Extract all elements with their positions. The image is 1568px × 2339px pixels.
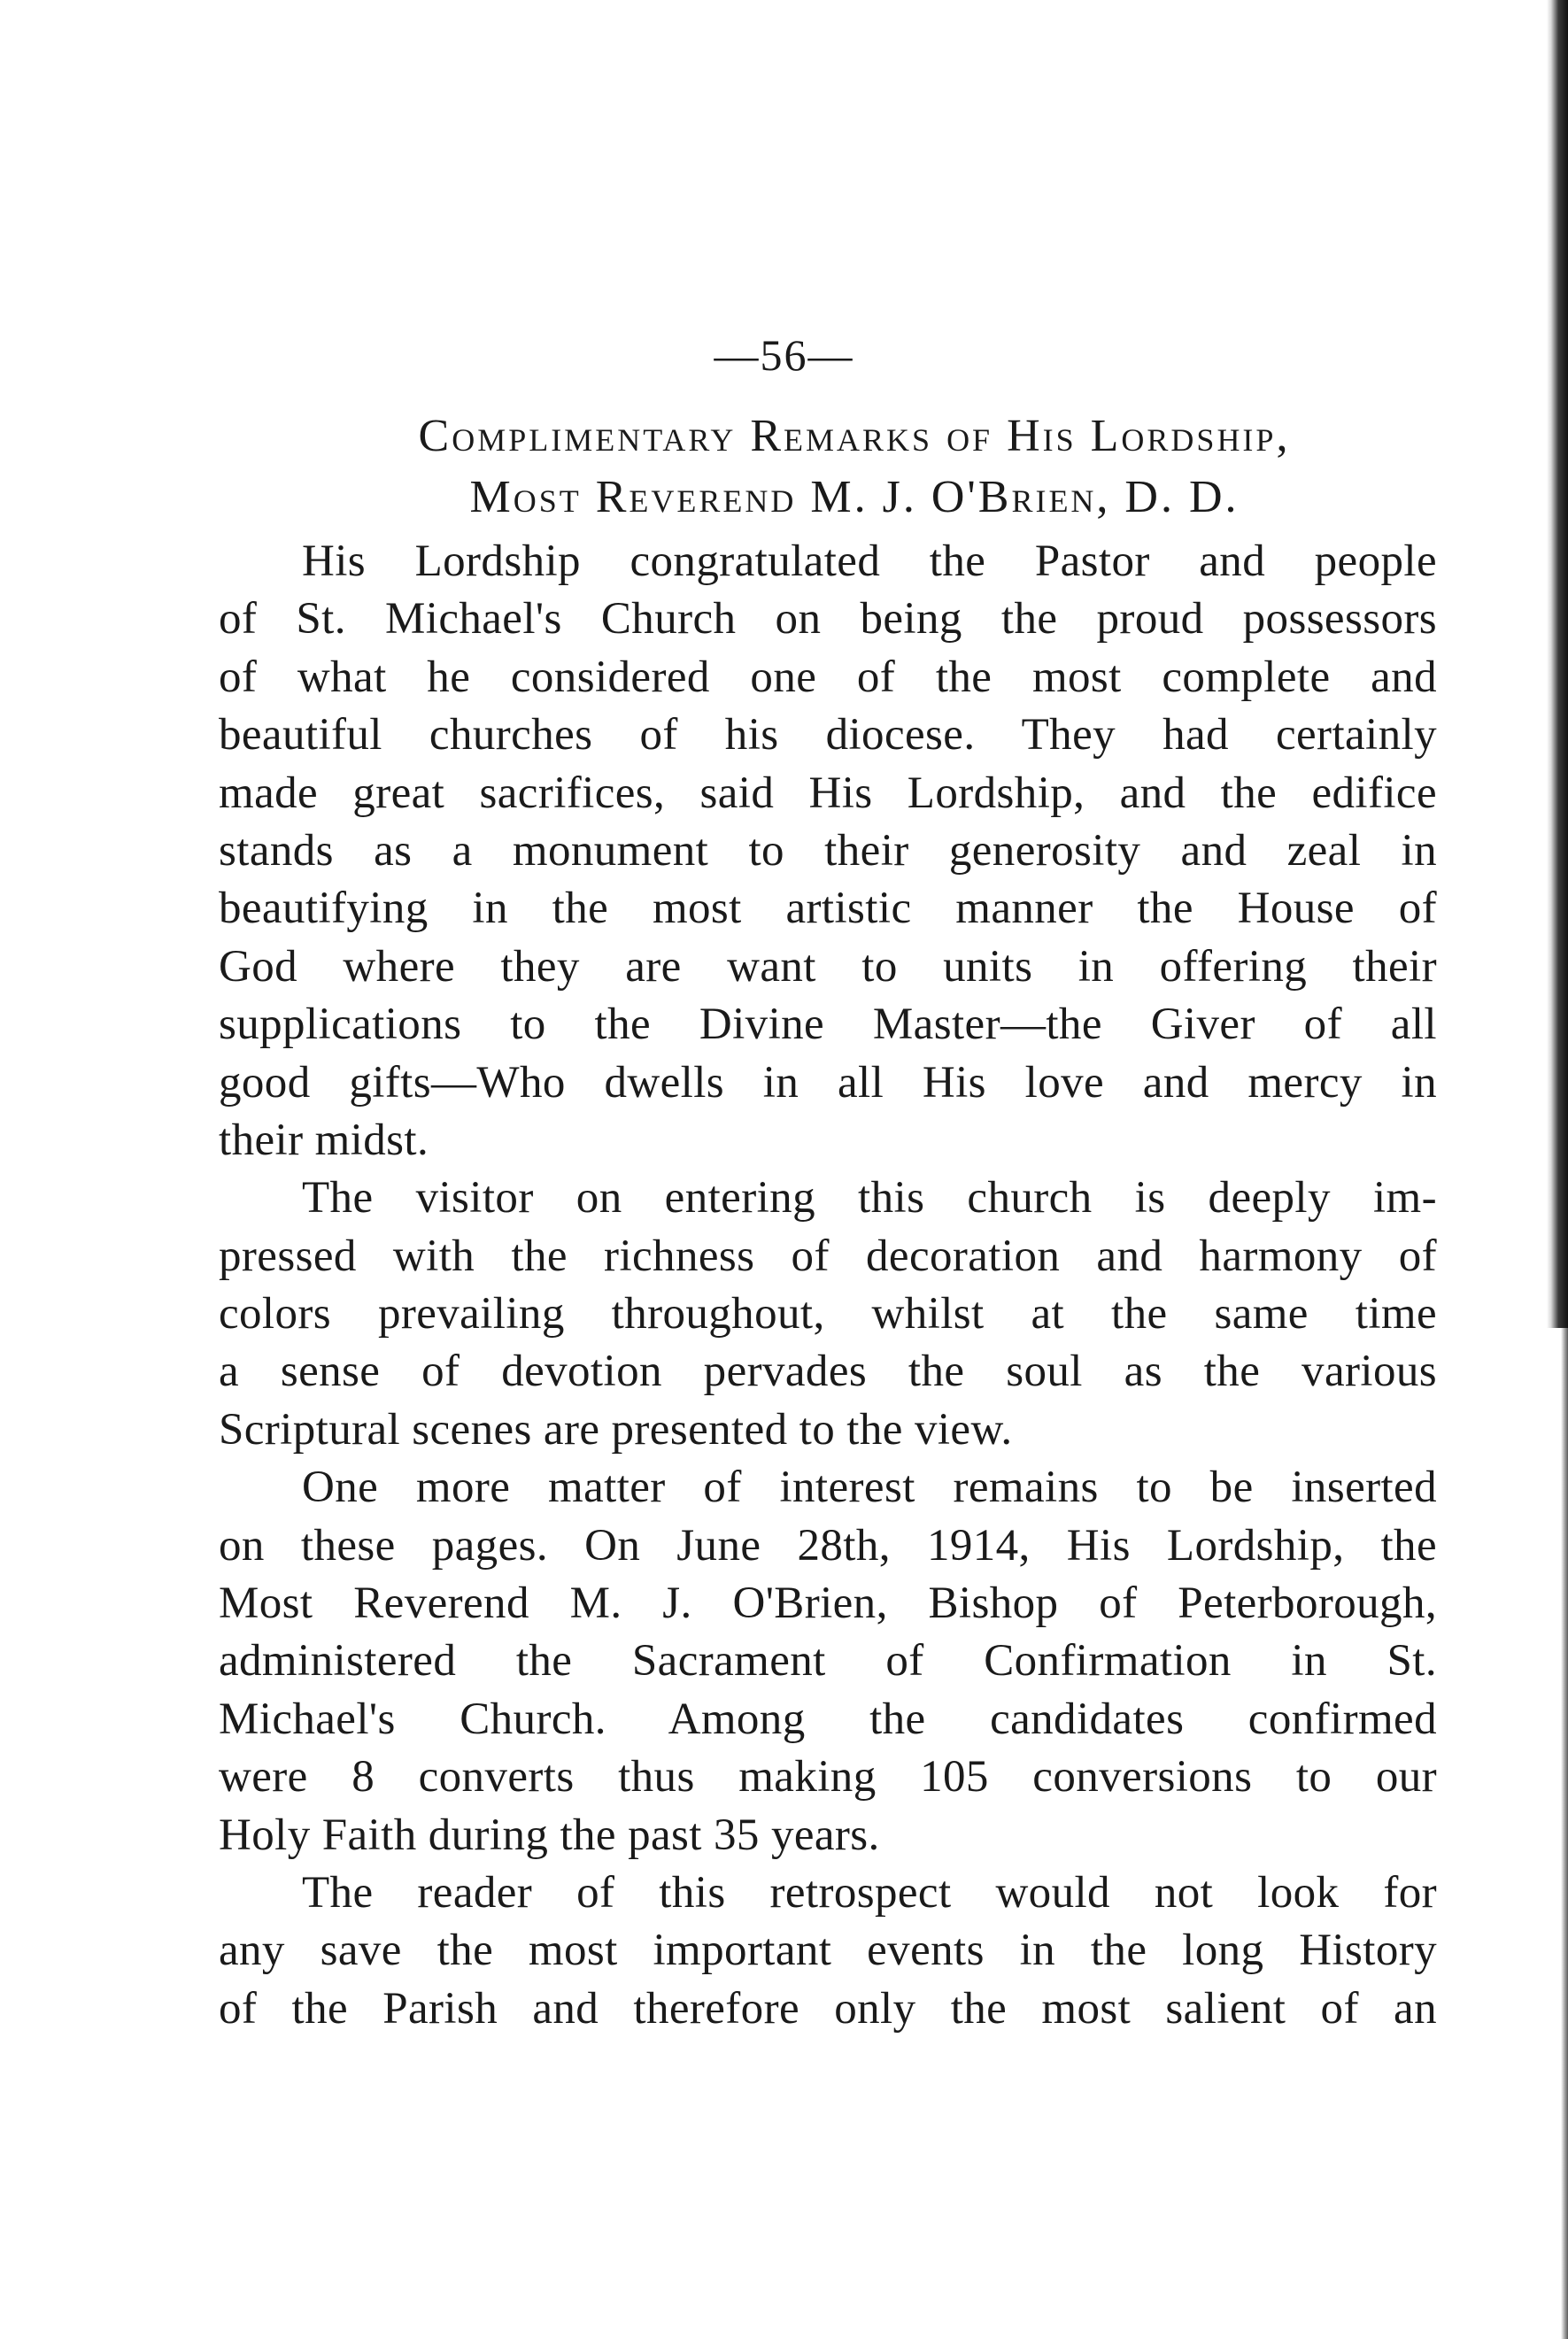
section-heading-line-1: Complimentary Remarks of His Lordship, <box>418 411 1291 461</box>
binding-edge <box>1547 0 1568 1328</box>
page-number: —56— <box>714 330 854 380</box>
paragraph-2-line: The visitor on entering this church is deeply im- <box>302 1173 1437 1224</box>
paragraph-1-line: beautiful churches of his diocese. They had certainly <box>219 710 1437 760</box>
paragraph-3-line: Holy Faith during the past 35 years. <box>219 1810 880 1860</box>
paragraph-3-line: Michael's Church. Among the candidates confirmed <box>219 1694 1437 1744</box>
paragraph-1-line: good gifts—Who dwells in all His love and mercy in <box>219 1057 1437 1108</box>
paragraph-2-line: colors prevailing throughout, whilst at the same time <box>219 1289 1437 1339</box>
bottom-margin <box>0 2107 1568 2339</box>
paragraph-4-line: of the Parish and therefore only the most salient of an <box>219 1983 1437 2034</box>
paragraph-2-line: Scriptural scenes are presented to the view. <box>219 1404 1013 1455</box>
paragraph-3-line: Most Reverend M. J. O'Brien, Bishop of Peterborough, <box>219 1579 1437 1629</box>
body-text <box>219 533 1437 2038</box>
paragraph-1-line: of St. Michael's Church on being the proud possessors <box>219 594 1437 645</box>
paragraph-4-line: The reader of this retrospect would not look for <box>302 1867 1437 1918</box>
section-heading-line-2: Most Reverend M. J. O'Brien, D. D. <box>469 472 1240 522</box>
paragraph-4-line: any save the most important events in the long History <box>219 1926 1437 1976</box>
paragraph-3-line: One more matter of interest remains to be inserted <box>302 1463 1437 1513</box>
paragraph-3-line: were 8 converts thus making 105 conversions to our <box>219 1752 1437 1802</box>
paragraph-2-line: a sense of devotion pervades the soul as the various <box>219 1347 1437 1397</box>
paragraph-1-line: beautifying in the most artistic manner the House of <box>219 884 1437 934</box>
paragraph-1-line: His Lordship congratulated the Pastor and people <box>302 537 1437 586</box>
paragraph-1-line: of what he considered one of the most complete and <box>219 652 1437 702</box>
paragraph-1-line: made great sacrifices, said His Lordship, and the edifice <box>219 768 1437 818</box>
paragraph-3-line: on these pages. On June 28th, 1914, His Lordship, the <box>219 1520 1437 1571</box>
paragraph-1-line: God where they are want to units in offering their <box>219 941 1437 992</box>
paragraph-1-line: their midst. <box>219 1115 429 1165</box>
paragraph-1-line: stands as a monument to their generosity and zeal in <box>219 825 1437 876</box>
paragraph-2-line: pressed with the richness of decoration and harmony of <box>219 1231 1437 1281</box>
paragraph-1-line: supplications to the Divine Master—the Giver of all <box>219 1000 1437 1050</box>
paragraph-3-line: administered the Sacrament of Confirmation in St. <box>219 1636 1437 1687</box>
